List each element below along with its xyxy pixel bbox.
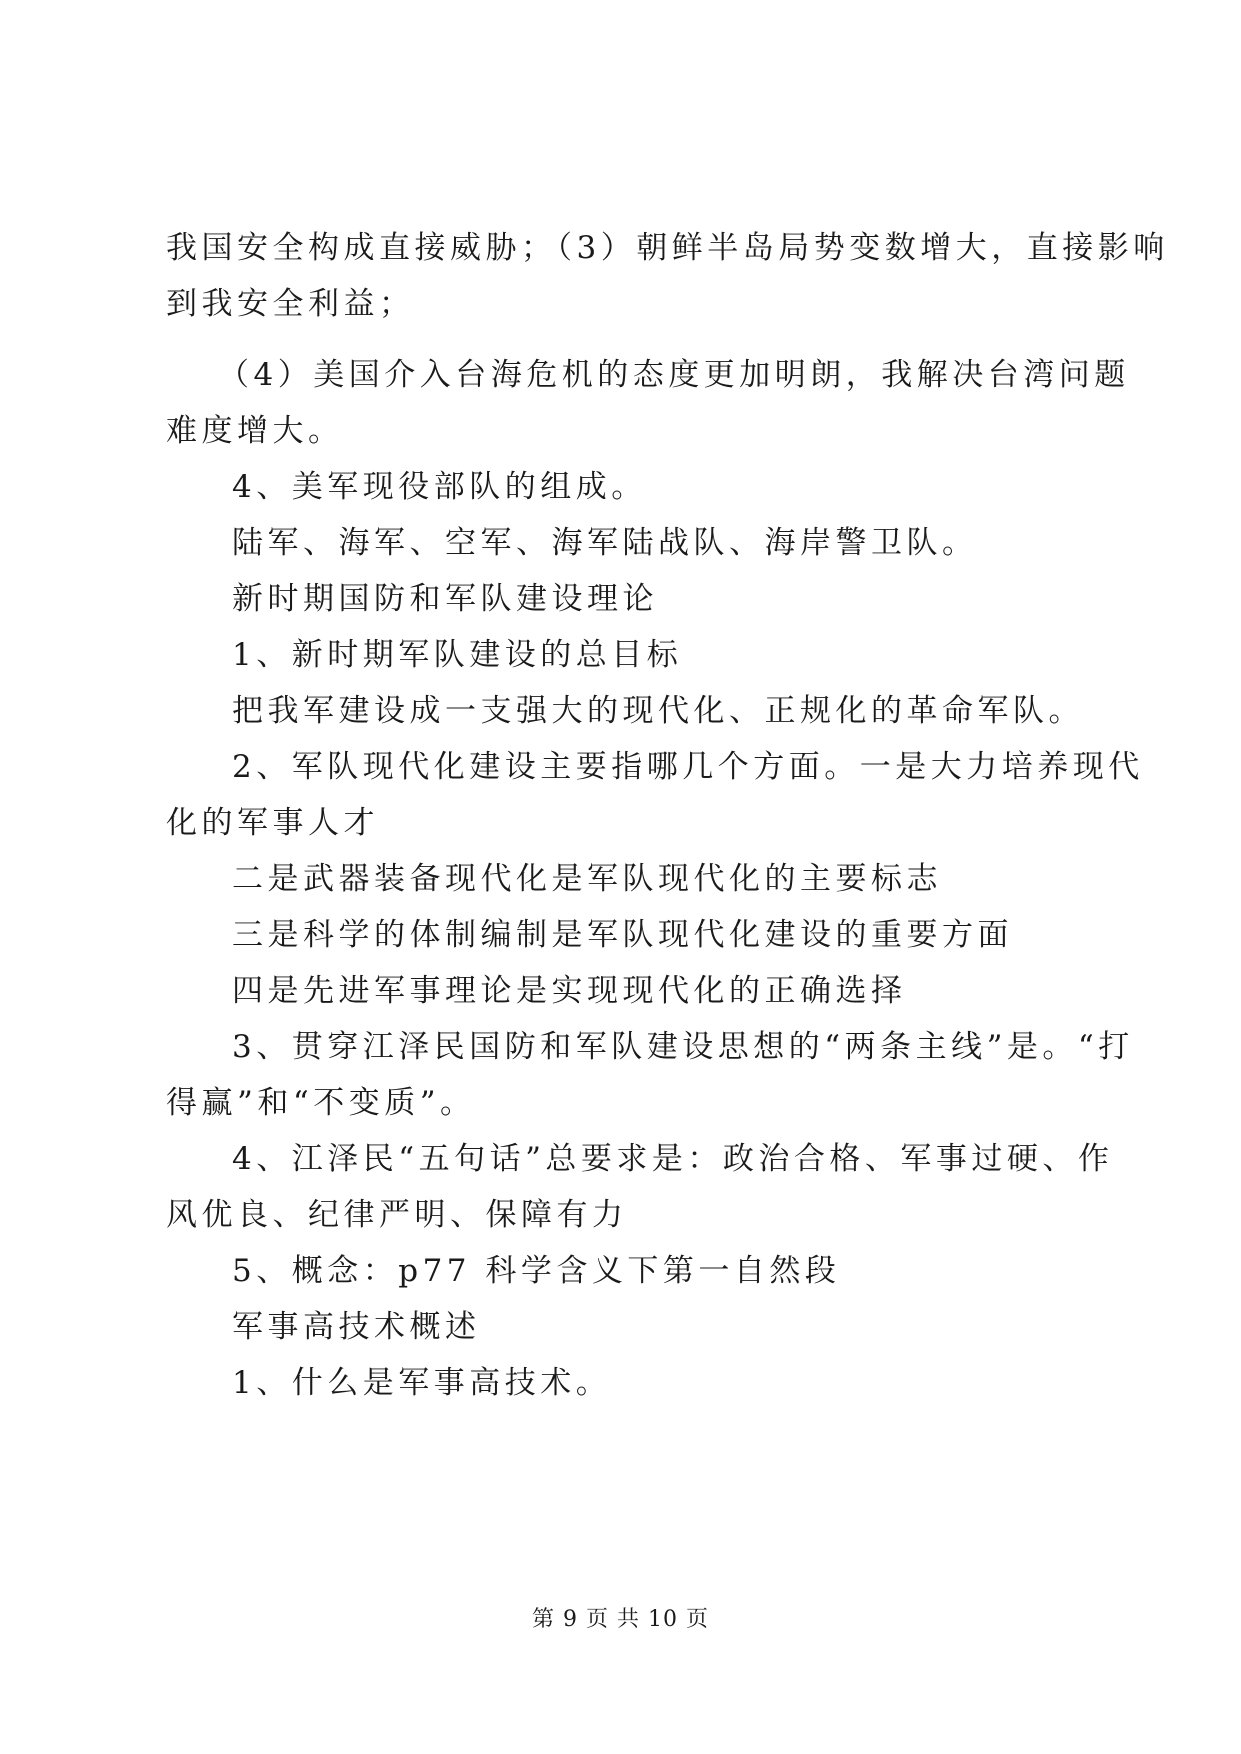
text-line: 1、什么是军事高技术。 <box>232 1365 612 1401</box>
text-line: 难度增大。 <box>166 413 344 449</box>
text-line: 我国安全构成直接威胁；（3）朝鲜半岛局势变数增大，直接影响 <box>166 230 1169 266</box>
text-line: 2、军队现代化建设主要指哪几个方面。一是大力培养现代 <box>232 749 1144 785</box>
text-line: （4）美国介入台海危机的态度更加明朗，我解决台湾问题 <box>218 357 1130 393</box>
section-heading: 军事高技术概述 <box>232 1309 481 1345</box>
text-line: 4、江泽民“五句话”总要求是：政治合格、军事过硬、作 <box>232 1141 1114 1177</box>
text-line: 得赢”和“不变质”。 <box>166 1085 476 1121</box>
text-line: 四是先进军事理论是实现现代化的正确选择 <box>232 973 907 1009</box>
text-line: 二是武器装备现代化是军队现代化的主要标志 <box>232 861 942 897</box>
text-line: 陆军、海军、空军、海军陆战队、海岸警卫队。 <box>232 525 978 561</box>
text-line: 5、概念：p77 科学含义下第一自然段 <box>232 1253 841 1289</box>
text-line: 把我军建设成一支强大的现代化、正规化的革命军队。 <box>232 693 1084 729</box>
text-line: 3、贯穿江泽民国防和军队建设思想的“两条主线”是。“打 <box>232 1029 1134 1065</box>
text-line: 4、美军现役部队的组成。 <box>232 469 647 505</box>
text-line: 1、新时期军队建设的总目标 <box>232 637 683 673</box>
section-heading: 新时期国防和军队建设理论 <box>232 581 658 617</box>
text-line: 到我安全利益； <box>166 286 415 322</box>
text-line: 化的军事人才 <box>166 805 379 841</box>
text-line: 三是科学的体制编制是军队现代化建设的重要方面 <box>232 917 1013 953</box>
page-number-footer: 第 9 页 共 10 页 <box>532 1607 709 1632</box>
text-line: 风优良、纪律严明、保障有力 <box>166 1197 628 1233</box>
